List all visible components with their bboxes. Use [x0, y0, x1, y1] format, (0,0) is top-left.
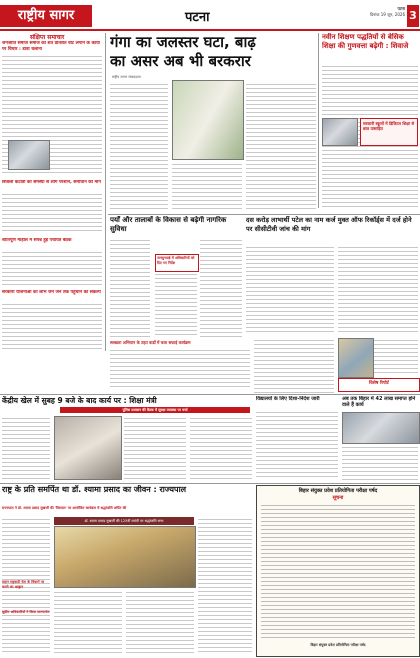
lead-headline-line2: का असर अब भी बरकरार [110, 52, 251, 70]
bottom-left-note-2: सुप्रीम अधिकारियों ने किया माल्यार्पण [2, 610, 50, 614]
bottom-photo [54, 526, 196, 588]
bottom-subhead: राज्यपाल ने डॉ. श्यामा प्रसाद मुखर्जी की 'विरासत' पर आयोजित कार्यक्रम में श्रद्धांजलि अर्पित की [2, 506, 127, 510]
page-number: 3 [407, 5, 419, 27]
special-report-label: विशेष रिपोर्ट [369, 381, 389, 386]
ad-caption: बिहार संयुक्त प्रवेश प्रतियोगिता परीक्षा पर्षद [310, 643, 366, 647]
left-column-divider [105, 33, 106, 351]
right-mid-body [374, 338, 418, 376]
left-photo-1 [8, 140, 50, 170]
pm-visit-photo [342, 412, 420, 444]
scheme-body [246, 245, 334, 335]
special-report-box [338, 378, 420, 392]
ponds-subhead-box [155, 254, 199, 272]
scheme-headline: दस करोड़ लाभार्थी पटेल का नाम कर्ज मुक्त ऑफ रिकॉर्ड्स में दर्ज होने पर सीसीटीवी जांच की मांग [246, 216, 412, 233]
right-top-photo [322, 118, 358, 146]
advertisement-box [256, 485, 420, 657]
left-item3-headline: शांतिपूर्ण माहौल में संपन्न हुई पंचायत बैठक [2, 238, 72, 243]
bottom-body-col2 [54, 590, 122, 655]
scheme-body-2 [338, 245, 418, 335]
left-item2-body [2, 192, 102, 234]
lead-headline-line1: गंगा का जलस्तर घटा, बाढ़ [110, 33, 256, 51]
masthead-info-city: पटना [397, 6, 405, 11]
pm-visit-body [342, 445, 418, 480]
left-item4-headline: सरकारी योजनाओं का लाभ जन जन तक पहुंचाने का संकल्प [2, 290, 101, 295]
bottom-headline: राष्ट्र के प्रति समर्पित था डॉ. श्यामा प्रसाद का जीवन : राज्यपाल [2, 485, 187, 494]
bottom-body-col3 [126, 590, 194, 655]
sports-headline: केंद्रीय खेल में सुबह 9 बजे के बाद कार्य पर : शिक्षा मंत्री [2, 396, 157, 405]
sports-left-body [2, 416, 50, 480]
mid-rule [108, 214, 420, 215]
sports-rule [0, 394, 420, 395]
sports-body-col3 [190, 416, 252, 480]
bottom-rule [0, 483, 420, 484]
center-strip-text: पुलिस प्रशासन की बैठक में सुरक्षा व्यवस्था पर चर्चा [122, 408, 188, 412]
right-top-headline: नवीन शिक्षण पद्धतियों से बेसिक शिक्षा की गुणवत्ता बढ़ेगी : शिवाजे [322, 33, 409, 50]
ponds-body-col2 [155, 272, 197, 338]
left-item3-body [2, 250, 102, 286]
lead-body-col3 [246, 82, 316, 212]
right-top-side-box [360, 118, 418, 146]
masthead-date: दिनांक 19 जून, 2026 [369, 12, 405, 17]
schools-body [256, 410, 338, 480]
mid-center-body [254, 338, 334, 394]
sports-photo [54, 416, 122, 480]
lead-body-col2 [172, 162, 242, 212]
sports-body-col2 [124, 416, 186, 480]
left-item2-headline: बिजली कटौती की समस्या से लोग परेशान, समाधान की मांग [2, 180, 101, 185]
sanitation-body [110, 348, 250, 388]
ponds-subhead: जनसुनवाई में अधिकारियों को दिए गए निर्देश [157, 256, 195, 265]
right-mid-photo [338, 338, 374, 378]
lead-photo [172, 80, 244, 160]
ponds-body-col1 [110, 238, 150, 338]
schools-headline: विद्यालयों के लिए दिशा-निर्देश जारी [256, 396, 320, 402]
pm-visit-headline: अब तक बिहार में 42 लाख समाप्त होने वाले हैं कार्य [342, 396, 416, 408]
left-item1-headline: जनजाति समाज समाज को शत प्रतिशत वोट लगाने के कार्यों पर विचार : डावा चलाना [2, 41, 100, 52]
bottom-photo-banner: डॉ. श्यामा प्रसाद मुखर्जी की 125वीं जयंती पर श्रद्धांजलि सभा [54, 517, 194, 525]
ad-body [261, 503, 415, 641]
ponds-headline: पर्यों और तालाबों के विकास से बढ़ेगी नागरिक सुविधा [110, 216, 227, 233]
ponds-body-col3 [200, 238, 242, 338]
left-item4-body [2, 302, 102, 350]
lead-body-col1 [110, 82, 168, 212]
sanitation-headline: स्वच्छता अभियान के तहत वार्डों में चला सफाई कार्यक्रम [110, 340, 191, 345]
right-top-side-box-text: सरकारी स्कूलों में डिजिटल शिक्षा से छात्र उत्साहित [363, 121, 415, 131]
masthead-city: पटना [185, 10, 210, 25]
ad-title: सूचना [332, 495, 344, 501]
lead-byline: राष्ट्रीय सागर संवाददाता [112, 75, 141, 79]
newspaper-name: राष्ट्रीय सागर [17, 8, 75, 23]
masthead-info [360, 6, 405, 18]
lead-headline [110, 33, 315, 71]
right-column-divider [318, 33, 319, 208]
masthead-rule [0, 29, 420, 31]
center-strip [60, 407, 250, 413]
bottom-left-note: महान राष्ट्रवादी नेता के विचारों पर चलने का आह्वान [2, 580, 45, 589]
left-section-label: संक्षिप्त समाचार [30, 34, 65, 41]
masthead-logo [0, 5, 92, 27]
ad-org-line: बिहार संयुक्त प्रवेश प्रतियोगिता परीक्षा पर्षद [298, 488, 378, 494]
bottom-body-col4 [198, 517, 252, 655]
